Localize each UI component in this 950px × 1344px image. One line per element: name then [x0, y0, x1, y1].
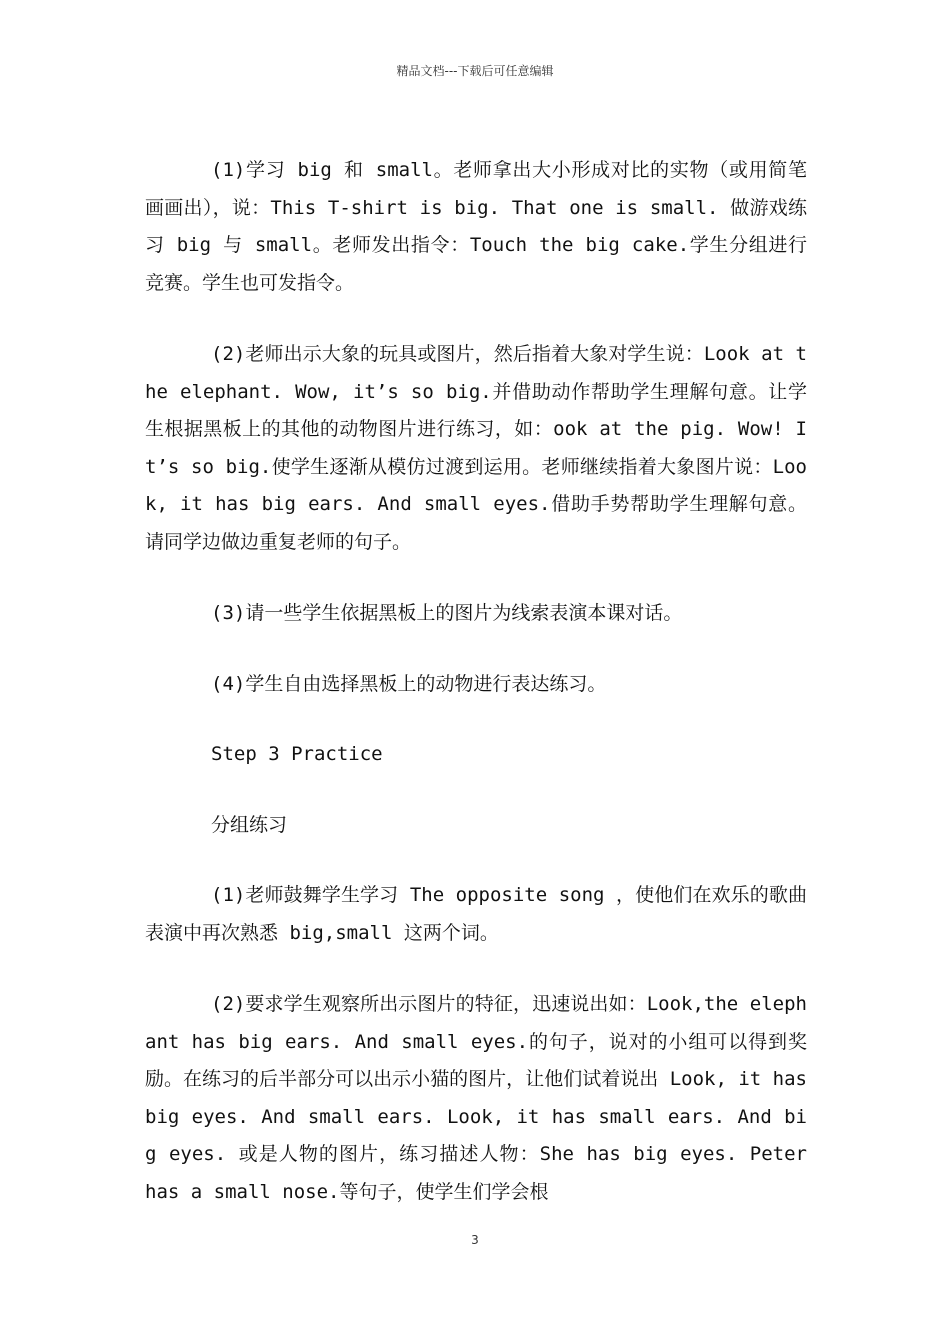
- step-heading: Step 3 Practice: [211, 743, 383, 765]
- page-header: 精品文档---下载后可任意编辑: [396, 64, 554, 78]
- document-body: [145, 152, 807, 1245]
- page-number: 3: [471, 1233, 479, 1247]
- paragraph-4: (4)学生自由选择黑板上的动物进行表达练习。: [211, 672, 607, 695]
- paragraph-5: (1)老师鼓舞学生学习 The opposite song ，使他们在欢乐的歌曲表演中再次熟悉 big,small 这两个词。: [145, 884, 807, 944]
- paragraph-1: (1)学习 big 和 small。老师拿出大小形成对比的实物（或用简笔画画出），说：This T-shirt is big. That one is small. 做游戏练习 big 与 small。老师发出指令：Touch the big cake.学生分组进行竞赛。学生也可发指令。: [145, 159, 807, 294]
- paragraph-2: (2)老师出示大象的玩具或图片，然后指着大象对学生说：Look at the elephant. Wow, it’s so big.并借助动作帮助学生理解句意。让学生根据黑板上的其他的动物图片进行练习，如：ook at the pig. Wow! It’s so big.使学生逐渐从模仿过渡到运用。老师继续指着大象图片说：Look, it has big ears. And small eyes.借助手势帮助学生理解句意。请同学边做边重复老师的句子。: [145, 343, 807, 553]
- section-label: 分组练习: [211, 813, 288, 836]
- paragraph-6: (2)要求学生观察所出示图片的特征，迅速说出如：Look,the elephant has big ears. And small eyes.的句子，说对的小组可以得到奖励。在练习的后半部分可以出示小猫的图片，让他们试着说出 Look, it has big eyes. And small ears. Look, it has small ears. And big eyes. 或是人物的图片，练习描述人物：She has big eyes. Peter has a small nose.等句子，使学生们学会根: [145, 993, 807, 1203]
- paragraph-3: (3)请一些学生依据黑板上的图片为线索表演本课对话。: [211, 602, 683, 624]
